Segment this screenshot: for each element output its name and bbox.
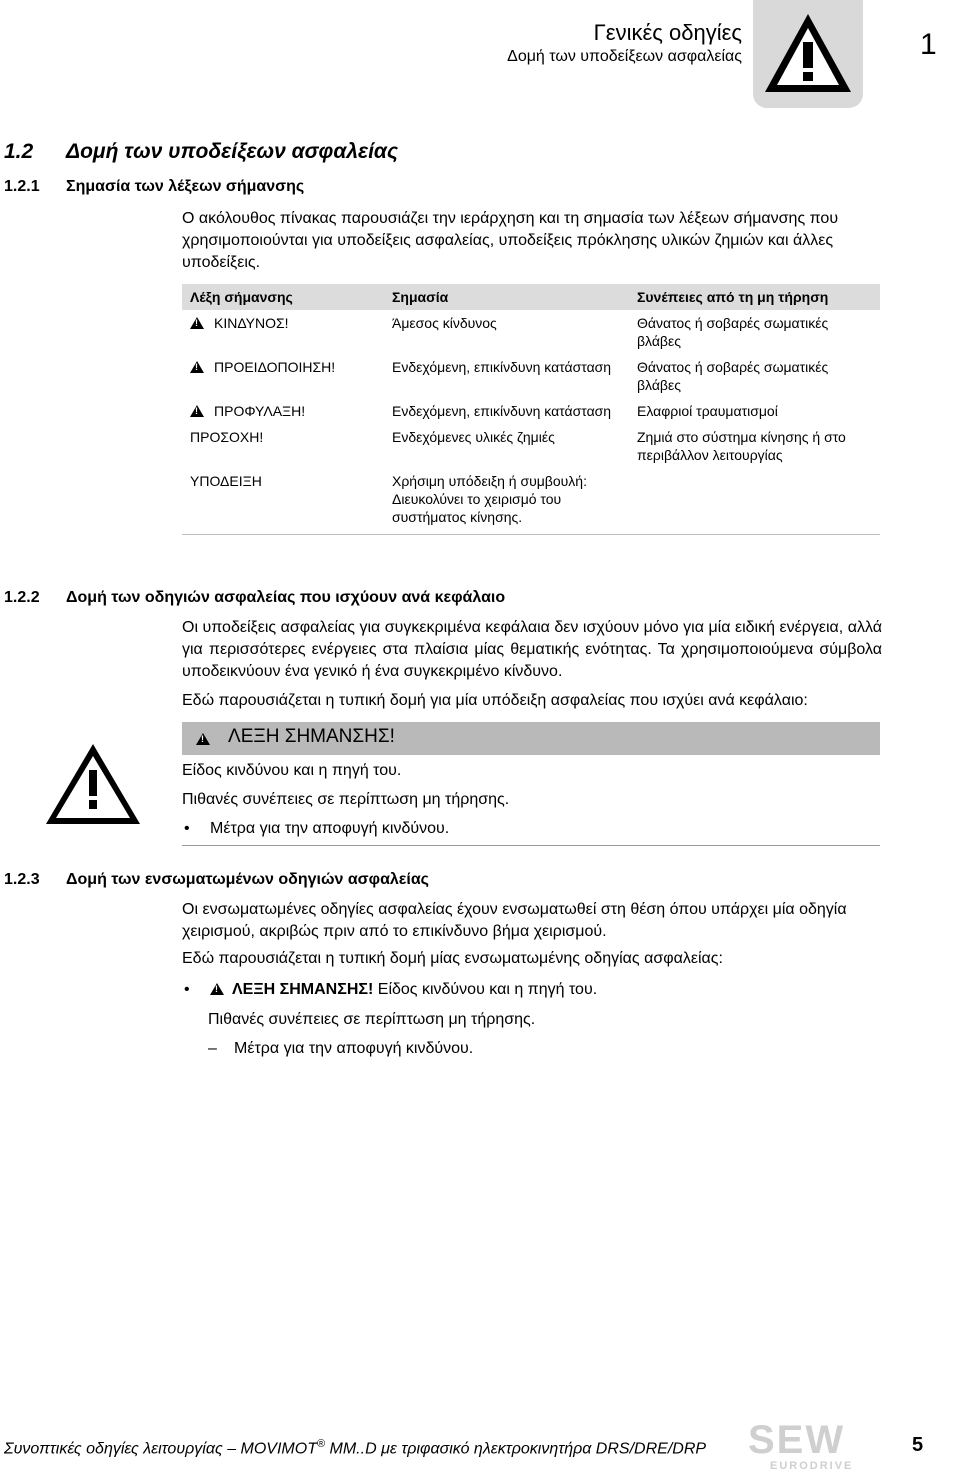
subsection-1-title <box>4 178 304 196</box>
header-icon-box <box>753 0 863 108</box>
divider-line <box>182 845 880 846</box>
footer-text <box>4 1438 706 1458</box>
table-row <box>182 310 880 354</box>
consequence-text: Πιθανές συνέπειες σε περίπτωση μη τήρησης. <box>182 791 510 808</box>
signal-word: ΠΡΟΕΙΔΟΠΟΙΗΣΗ! <box>214 359 336 375</box>
section-title-text: Δομή των υποδείξεων ασφαλείας <box>66 140 399 163</box>
chapter-number: 1 <box>920 28 937 61</box>
subsection-1-intro: Ο ακόλουθος πίνακας παρουσιάζει την ιεράρχηση και τη σημασία των λέξεων σήμανσης που χρησιμοποιούνται για υποδείξεις ασφαλείας, υποδείξεις πρόκλησης υλικών ζημιών και άλλες υποδείξεις. <box>182 210 839 271</box>
warning-triangle-icon <box>196 733 210 745</box>
signal-word-cell: ΠΡΟΣΟΧΗ! <box>190 429 264 445</box>
warning-triangle-icon <box>753 0 863 108</box>
table-row <box>182 354 880 398</box>
signal-word-label: ΛΕΞΗ ΣΗΜΑΝΣΗΣ! <box>228 726 395 747</box>
warning-triangle-icon <box>190 361 204 373</box>
warning-triangle-icon <box>190 317 204 329</box>
subsection-2-number: 1.2.2 <box>4 589 40 606</box>
subsection-3-title <box>4 871 429 889</box>
measure-text: Μέτρα για την αποφυγή κινδύνου. <box>210 820 450 837</box>
meaning-cell: Ενδεχόμενες υλικές ζημιές <box>392 429 555 445</box>
table-row <box>182 424 880 468</box>
table-row <box>182 468 880 535</box>
bullet: • <box>184 820 190 837</box>
sew-eurodrive-logo <box>748 1420 860 1476</box>
meaning-cell: Ενδεχόμενη, επικίνδυνη κατάσταση <box>392 359 612 375</box>
large-warning-triangle-icon <box>44 742 142 826</box>
subsection-3-title-text: Δομή των ενσωματωμένων οδηγιών ασφαλείας <box>66 871 429 888</box>
signal-word-bar <box>182 722 880 755</box>
subsection-2-title-text: Δομή των οδηγιών ασφαλείας που ισχύουν ανά κεφάλαιο <box>66 589 506 606</box>
meaning-cell: Χρήσιμη υπόδειξη ή συμβουλή: Διευκολύνει το χειρισμό του συστήματος κίνησης. <box>392 473 587 525</box>
embedded-measure-text: Μέτρα για την αποφυγή κινδύνου. <box>234 1040 474 1057</box>
consequence-cell: Θάνατος ή σοβαρές σωματικές βλάβες <box>637 315 829 349</box>
consequence-cell: Ελαφριοί τραυματισμοί <box>637 403 778 419</box>
logo-subtext: EURODRIVE <box>770 1460 854 1472</box>
embedded-signal-word: ΛΕΞΗ ΣΗΜΑΝΣΗΣ! <box>232 981 374 998</box>
embedded-hazard-text: Είδος κινδύνου και η πηγή του. <box>373 981 598 998</box>
hazard-type-text: Είδος κινδύνου και η πηγή του. <box>182 762 402 779</box>
logo-wordmark: SEW <box>748 1418 846 1462</box>
signal-word: ΚΙΝΔΥΝΟΣ! <box>214 315 289 331</box>
embedded-consequence-text: Πιθανές συνέπειες σε περίπτωση μη τήρησης. <box>208 1011 536 1028</box>
footer-title-rest: MM..D με τριφασικό ηλεκτροκινητήρα DRS/DRE/DRP <box>325 1440 707 1458</box>
consequence-cell: Θάνατος ή σοβαρές σωματικές βλάβες <box>637 359 829 393</box>
signal-word-cell <box>182 310 384 354</box>
subsection-1-title-text: Σημασία των λέξεων σήμανσης <box>66 178 305 195</box>
signal-word-cell <box>182 398 384 424</box>
header-subtitle: Δομή των υποδείξεων ασφαλείας <box>507 48 742 65</box>
signal-word-cell <box>182 354 384 398</box>
section-title <box>4 140 398 164</box>
bullet: • <box>184 981 190 998</box>
page-number: 5 <box>912 1434 924 1456</box>
registered-mark: ® <box>316 1438 326 1450</box>
table-row <box>182 398 880 424</box>
embedded-signal-item <box>182 979 882 1001</box>
meaning-cell: Ενδεχόμενη, επικίνδυνη κατάσταση <box>392 403 612 419</box>
consequence-cell: Ζημιά στο σύστημα κίνησης ή στο περιβάλλον λειτουργίας <box>637 429 846 463</box>
section-number: 1.2 <box>4 140 34 163</box>
subsection-2-paragraph-1: Οι υποδείξεις ασφαλείας για συγκεκριμένα κεφάλαια δεν ισχύουν μόνο για μία ειδική ενέργεια, αλλά για περισσότερες ενέργειες στα πλαίσια μίας θεματικής ενότητας. Τα χρησιμοποιούμενα σύμβολα υποδεικνύουν ένα γενικό ή ένα συγκεκριμένο κίνδυνο. <box>182 619 882 680</box>
header-title: Γενικές οδηγίες <box>593 20 742 45</box>
footer-title: Συνοπτικές οδηγίες λειτουργίας – MOVIMOT <box>4 1440 317 1458</box>
warning-triangle-icon <box>210 983 224 995</box>
signal-word-cell: ΥΠΟΔΕΙΞΗ <box>190 473 262 489</box>
table-header-row <box>182 284 880 310</box>
subsection-2-title <box>4 589 505 607</box>
subsection-3-number: 1.2.3 <box>4 871 40 888</box>
table-header-cell: Λέξη σήμανσης <box>182 284 384 310</box>
subsection-2-paragraph-2: Εδώ παρουσιάζεται η τυπική δομή για μία υπόδειξη ασφαλείας που ισχύει ανά κεφάλαιο: <box>182 692 808 709</box>
table-header-cell: Συνέπειες από τη μη τήρηση <box>629 284 880 310</box>
warning-triangle-icon <box>190 405 204 417</box>
meaning-cell: Άμεσος κίνδυνος <box>392 315 497 331</box>
signal-words-table <box>182 284 880 535</box>
dash: – <box>208 1040 217 1057</box>
embedded-measure-item <box>208 1038 868 1060</box>
subsection-3-paragraph-1: Οι ενσωματωμένες οδηγίες ασφαλείας έχουν ενσωματωθεί στη θέση όπου υπάρχει μία οδηγία χειρισμού, ακριβώς πριν από το επικίνδυνο βήμα χειρισμού. <box>182 901 847 940</box>
subsection-1-number: 1.2.1 <box>4 178 40 195</box>
consequence-cell <box>629 468 880 535</box>
table-header-cell: Σημασία <box>384 284 629 310</box>
measure-item <box>182 818 882 840</box>
signal-word: ΠΡΟΦΥΛΑΞΗ! <box>214 403 306 419</box>
subsection-3-paragraph-2: Εδώ παρουσιάζεται η τυπική δομή μίας ενσωματωμένης οδηγίας ασφαλείας: <box>182 950 723 967</box>
